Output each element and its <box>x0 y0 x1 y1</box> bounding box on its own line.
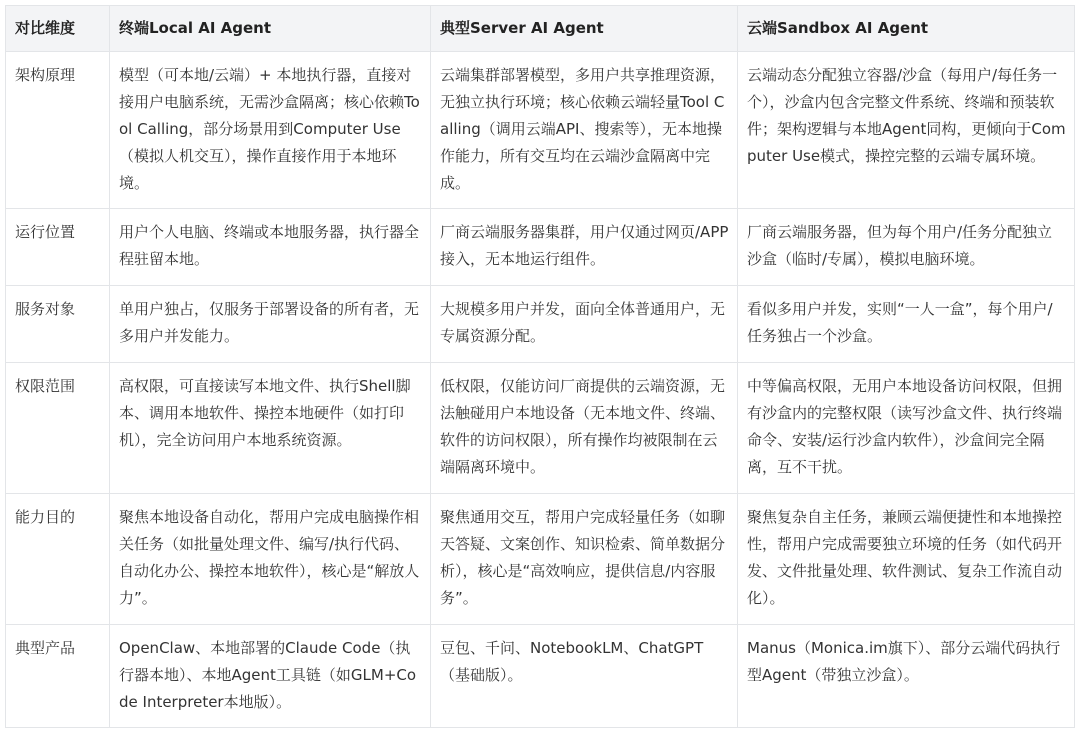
cell-server: 大规模多用户并发，面向全体普通用户，无专属资源分配。 <box>431 286 738 363</box>
cell-sandbox: 看似多用户并发，实则“一人一盒”，每个用户/任务独占一个沙盒。 <box>738 286 1075 363</box>
table-row <box>6 52 1075 209</box>
cell-dimension: 典型产品 <box>6 625 110 728</box>
cell-dimension: 架构原理 <box>6 52 110 209</box>
cell-server: 豆包、千问、NotebookLM、ChatGPT（基础版）。 <box>431 625 738 728</box>
cell-server: 聚焦通用交互，帮用户完成轻量任务（如聊天答疑、文案创作、知识检索、简单数据分析），核心是“高效响应，提供信息/内容服务”。 <box>431 494 738 625</box>
cell-sandbox: 中等偏高权限，无用户本地设备访问权限，但拥有沙盒内的完整权限（读写沙盒文件、执行终端命令、安装/运行沙盒内软件），沙盒间完全隔离，互不干扰。 <box>738 363 1075 494</box>
table-row <box>6 494 1075 625</box>
cell-dimension: 权限范围 <box>6 363 110 494</box>
cell-sandbox: 厂商云端服务器，但为每个用户/任务分配独立沙盒（临时/专属），模拟电脑环境。 <box>738 209 1075 286</box>
table-row <box>6 209 1075 286</box>
cell-dimension: 能力目的 <box>6 494 110 625</box>
table-row <box>6 625 1075 728</box>
cell-server: 云端集群部署模型，多用户共享推理资源，无独立执行环境；核心依赖云端轻量Tool Calling（调用云端API、搜索等），无本地操作能力，所有交互均在云端沙盒隔离中完成。 <box>431 52 738 209</box>
cell-dimension: 服务对象 <box>6 286 110 363</box>
comparison-table <box>5 5 1075 728</box>
cell-dimension: 运行位置 <box>6 209 110 286</box>
header-dimension: 对比维度 <box>6 6 110 52</box>
table-header-row <box>6 6 1075 52</box>
cell-server: 低权限，仅能访问厂商提供的云端资源，无法触碰用户本地设备（无本地文件、终端、软件的访问权限），所有操作均被限制在云端隔离环境中。 <box>431 363 738 494</box>
header-local-agent: 终端Local AI Agent <box>110 6 431 52</box>
cell-local: 用户个人电脑、终端或本地服务器，执行器全程驻留本地。 <box>110 209 431 286</box>
cell-local: OpenClaw、本地部署的Claude Code（执行器本地）、本地Agent工具链（如GLM+Code Interpreter本地版）。 <box>110 625 431 728</box>
table-row <box>6 286 1075 363</box>
cell-sandbox: 云端动态分配独立容器/沙盒（每用户/每任务一个），沙盒内包含完整文件系统、终端和预装软件；架构逻辑与本地Agent同构，更倾向于Computer Use模式，操控完整的云端专属环境。 <box>738 52 1075 209</box>
comparison-table-container <box>5 5 1074 728</box>
cell-local: 聚焦本地设备自动化，帮用户完成电脑操作相关任务（如批量处理文件、编写/执行代码、自动化办公、操控本地软件），核心是“解放人力”。 <box>110 494 431 625</box>
cell-local: 模型（可本地/云端）+ 本地执行器，直接对接用户电脑系统，无需沙盒隔离；核心依赖Tool Calling，部分场景用到Computer Use（模拟人机交互），操作直接作用于本地环境。 <box>110 52 431 209</box>
cell-sandbox: 聚焦复杂自主任务，兼顾云端便捷性和本地操控性，帮用户完成需要独立环境的任务（如代码开发、文件批量处理、软件测试、复杂工作流自动化）。 <box>738 494 1075 625</box>
header-server-agent: 典型Server AI Agent <box>431 6 738 52</box>
cell-server: 厂商云端服务器集群，用户仅通过网页/APP接入，无本地运行组件。 <box>431 209 738 286</box>
table-row <box>6 363 1075 494</box>
header-sandbox-agent: 云端Sandbox AI Agent <box>738 6 1075 52</box>
cell-local: 高权限，可直接读写本地文件、执行Shell脚本、调用本地软件、操控本地硬件（如打印机），完全访问用户本地系统资源。 <box>110 363 431 494</box>
cell-local: 单用户独占，仅服务于部署设备的所有者，无多用户并发能力。 <box>110 286 431 363</box>
cell-sandbox: Manus（Monica.im旗下）、部分云端代码执行型Agent（带独立沙盒）。 <box>738 625 1075 728</box>
